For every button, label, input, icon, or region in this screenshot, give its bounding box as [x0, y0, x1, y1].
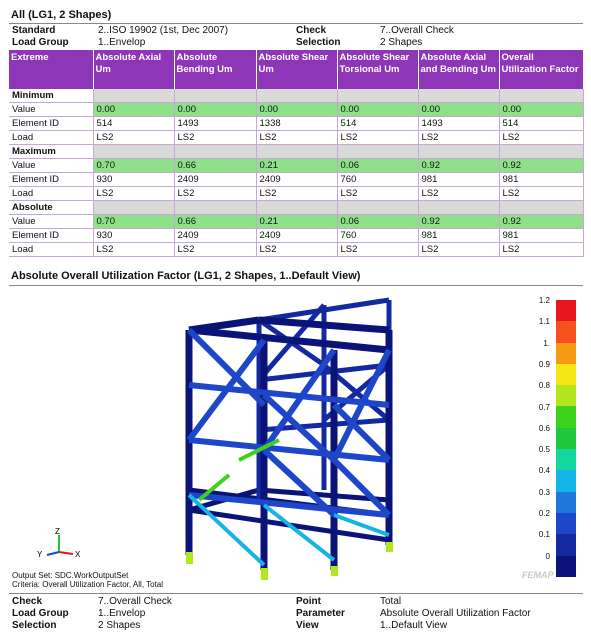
plot-title: Absolute Overall Utilization Factor (LG1, 2 Shapes, 1..Default View): [11, 270, 361, 282]
legend-label: 0.9: [538, 359, 550, 369]
load-cell: LS2: [93, 131, 174, 145]
value-cell: 0.66: [174, 215, 256, 229]
legend-swatch: [556, 534, 576, 555]
legend-swatch: [556, 428, 576, 449]
group-spacer-cell: [93, 201, 174, 215]
group-spacer-cell: [174, 201, 256, 215]
legend-label: 0.8: [538, 381, 550, 391]
load-cell: LS2: [337, 187, 418, 201]
footer-divider: [9, 593, 583, 594]
footer-check-label: Check: [12, 596, 43, 607]
load-group-label: Load Group: [12, 37, 69, 48]
element-id-cell: 2409: [174, 229, 256, 243]
footer-row: [9, 620, 583, 632]
element-id-cell: 981: [499, 173, 583, 187]
legend-label: 0.7: [538, 402, 550, 412]
load-cell: LS2: [499, 187, 583, 201]
footer-info: [9, 596, 583, 632]
footer-selection-value: 2 Shapes: [98, 620, 141, 631]
value-cell: 0.70: [93, 159, 174, 173]
legend-label: 0.6: [538, 423, 550, 433]
footer-load-group-value: 1..Envelop: [98, 608, 146, 619]
load-cell: LS2: [174, 243, 256, 257]
group-row-minimum: [9, 89, 583, 103]
element-id-cell: 2409: [174, 173, 256, 187]
value-cell: 0.70: [93, 215, 174, 229]
footer-row: [9, 608, 583, 620]
group-spacer-cell: [174, 145, 256, 159]
leg-footings: [186, 542, 393, 580]
value-cell: 0.00: [337, 103, 418, 117]
legend-label: 1.: [543, 338, 550, 348]
value-cell: 0.21: [256, 215, 337, 229]
load-cell: LS2: [174, 131, 256, 145]
legend-swatch: [556, 364, 576, 385]
check-value: 7..Overall Check: [380, 25, 454, 36]
element-id-cell: 1493: [174, 117, 256, 131]
load-cell: LS2: [93, 243, 174, 257]
element-id-cell: 514: [337, 117, 418, 131]
load-row-label: Load: [9, 187, 93, 201]
group-label: Maximum: [9, 145, 93, 159]
title-divider: [9, 23, 583, 24]
group-spacer-cell: [93, 145, 174, 159]
value-cell: 0.00: [418, 103, 499, 117]
table-row: [9, 117, 583, 131]
legend-swatch: [556, 321, 576, 342]
col-header-bending: Absolute Bending Um: [174, 50, 256, 89]
footer-selection-label: Selection: [12, 620, 57, 631]
table-row: [9, 243, 583, 257]
load-cell: LS2: [418, 131, 499, 145]
value-row-label: Value: [9, 103, 93, 117]
value-cell: 0.00: [256, 103, 337, 117]
table-row: [9, 173, 583, 187]
load-row-label: Load: [9, 243, 93, 257]
load-cell: LS2: [93, 187, 174, 201]
group-spacer-cell: [337, 145, 418, 159]
header-row: [9, 25, 583, 37]
load-cell: LS2: [337, 243, 418, 257]
table-row: [9, 131, 583, 145]
standard-value: 2..ISO 19902 (1st, Dec 2007): [98, 25, 229, 36]
group-spacer-cell: [256, 89, 337, 103]
footer-parameter-label: Parameter: [296, 608, 345, 619]
group-spacer-cell: [499, 201, 583, 215]
value-cell: 0.66: [174, 159, 256, 173]
group-row-absolute: [9, 201, 583, 215]
col-header-axial: Absolute Axial Um: [93, 50, 174, 89]
footer-row: [9, 596, 583, 608]
legend-label: 0.4: [538, 466, 550, 476]
table-row: [9, 215, 583, 229]
col-header-overall-factor: Overall Utilization Factor: [499, 50, 583, 89]
value-cell: 0.00: [93, 103, 174, 117]
footer-parameter-value: Absolute Overall Utilization Factor: [380, 608, 531, 619]
plot-title-divider: [9, 285, 583, 286]
element-id-cell: 760: [337, 229, 418, 243]
axis-x-label: X: [75, 550, 81, 559]
table-row: [9, 103, 583, 117]
selection-value: 2 Shapes: [380, 37, 423, 48]
group-spacer-cell: [337, 89, 418, 103]
element-id-row-label: Element ID: [9, 117, 93, 131]
axis-triad: [37, 527, 81, 559]
group-spacer-cell: [418, 89, 499, 103]
element-id-cell: 1338: [256, 117, 337, 131]
legend-label: 0.1: [538, 530, 550, 540]
header-info: [9, 25, 583, 49]
axis-z-label: Z: [55, 527, 60, 536]
legend-swatch: [556, 300, 576, 321]
value-cell: 0.92: [418, 159, 499, 173]
legend-label: 0.2: [538, 509, 550, 518]
load-cell: LS2: [256, 243, 337, 257]
value-row-label: Value: [9, 159, 93, 173]
value-cell: 0.92: [418, 215, 499, 229]
table-row: [9, 159, 583, 173]
table-row: [9, 229, 583, 243]
group-spacer-cell: [499, 145, 583, 159]
legend-label: 1.2: [538, 296, 550, 305]
load-group-value: 1..Envelop: [98, 37, 146, 48]
table-row: [9, 187, 583, 201]
element-id-cell: 514: [93, 117, 174, 131]
footer-check-value: 7..Overall Check: [98, 596, 172, 607]
value-cell: 0.00: [499, 103, 583, 117]
element-id-cell: 981: [499, 229, 583, 243]
group-spacer-cell: [499, 89, 583, 103]
group-spacer-cell: [93, 89, 174, 103]
results-table: [9, 50, 584, 257]
load-row-label: Load: [9, 131, 93, 145]
element-id-row-label: Element ID: [9, 173, 93, 187]
element-id-cell: 930: [93, 173, 174, 187]
element-id-cell: 981: [418, 229, 499, 243]
load-cell: LS2: [499, 243, 583, 257]
value-cell: 0.06: [337, 215, 418, 229]
selection-label: Selection: [296, 37, 341, 48]
load-cell: LS2: [499, 131, 583, 145]
report-title: All (LG1, 2 Shapes): [11, 9, 112, 21]
legend-label: 0: [545, 551, 550, 561]
load-cell: LS2: [418, 187, 499, 201]
load-cell: LS2: [256, 131, 337, 145]
group-label: Absolute: [9, 201, 93, 215]
element-id-row-label: Element ID: [9, 229, 93, 243]
footer-view-label: View: [296, 620, 319, 631]
standard-label: Standard: [12, 25, 56, 36]
value-row-label: Value: [9, 215, 93, 229]
legend-swatch: [556, 449, 576, 470]
group-spacer-cell: [174, 89, 256, 103]
group-spacer-cell: [337, 201, 418, 215]
color-legend: [556, 300, 576, 577]
legend-label: 1.1: [538, 317, 550, 327]
legend-swatch: [556, 406, 576, 427]
col-header-extreme: Extreme: [9, 50, 93, 89]
criteria-caption: Criteria: Overall Utilization Factor, All, Total: [12, 580, 164, 589]
element-id-cell: 1493: [418, 117, 499, 131]
col-header-axial-bending: Absolute Axial and Bending Um: [418, 50, 499, 89]
header-row: [9, 37, 583, 49]
value-cell: 0.00: [174, 103, 256, 117]
check-label: Check: [296, 25, 327, 36]
legend-swatch: [556, 470, 576, 491]
element-id-cell: 981: [418, 173, 499, 187]
footer-point-value: Total: [380, 596, 402, 607]
legend-label: 0.5: [538, 445, 550, 455]
footer-view-value: 1..Default View: [380, 620, 448, 631]
axis-y-label: Y: [37, 550, 43, 559]
table-header-row: [9, 50, 583, 89]
value-cell: 0.06: [337, 159, 418, 173]
load-cell: LS2: [418, 243, 499, 257]
utilization-contour-plot: [9, 290, 583, 590]
col-header-shear: Absolute Shear Um: [256, 50, 337, 89]
element-id-cell: 930: [93, 229, 174, 243]
element-id-cell: 760: [337, 173, 418, 187]
element-id-cell: 514: [499, 117, 583, 131]
element-id-cell: 2409: [256, 173, 337, 187]
group-spacer-cell: [418, 201, 499, 215]
footer-point-label: Point: [296, 596, 321, 607]
value-cell: 0.92: [499, 159, 583, 173]
legend-swatch: [556, 556, 576, 577]
value-cell: 0.21: [256, 159, 337, 173]
legend-swatch: [556, 343, 576, 364]
group-spacer-cell: [256, 201, 337, 215]
group-label: Minimum: [9, 89, 93, 103]
load-cell: LS2: [174, 187, 256, 201]
legend-swatch: [556, 492, 576, 513]
legend-swatch: [556, 513, 576, 534]
footer-load-group-label: Load Group: [12, 608, 69, 619]
element-id-cell: 2409: [256, 229, 337, 243]
group-spacer-cell: [418, 145, 499, 159]
value-cell: 0.92: [499, 215, 583, 229]
load-cell: LS2: [337, 131, 418, 145]
group-spacer-cell: [256, 145, 337, 159]
legend-label: 0.3: [538, 487, 550, 497]
output-set-caption: Output Set: SDC.WorkOutputSet: [12, 571, 129, 580]
legend-swatch: [556, 385, 576, 406]
group-row-maximum: [9, 145, 583, 159]
col-header-shear-torsional: Absolute Shear Torsional Um: [337, 50, 418, 89]
load-cell: LS2: [256, 187, 337, 201]
femap-watermark: FEMAP: [522, 570, 554, 580]
